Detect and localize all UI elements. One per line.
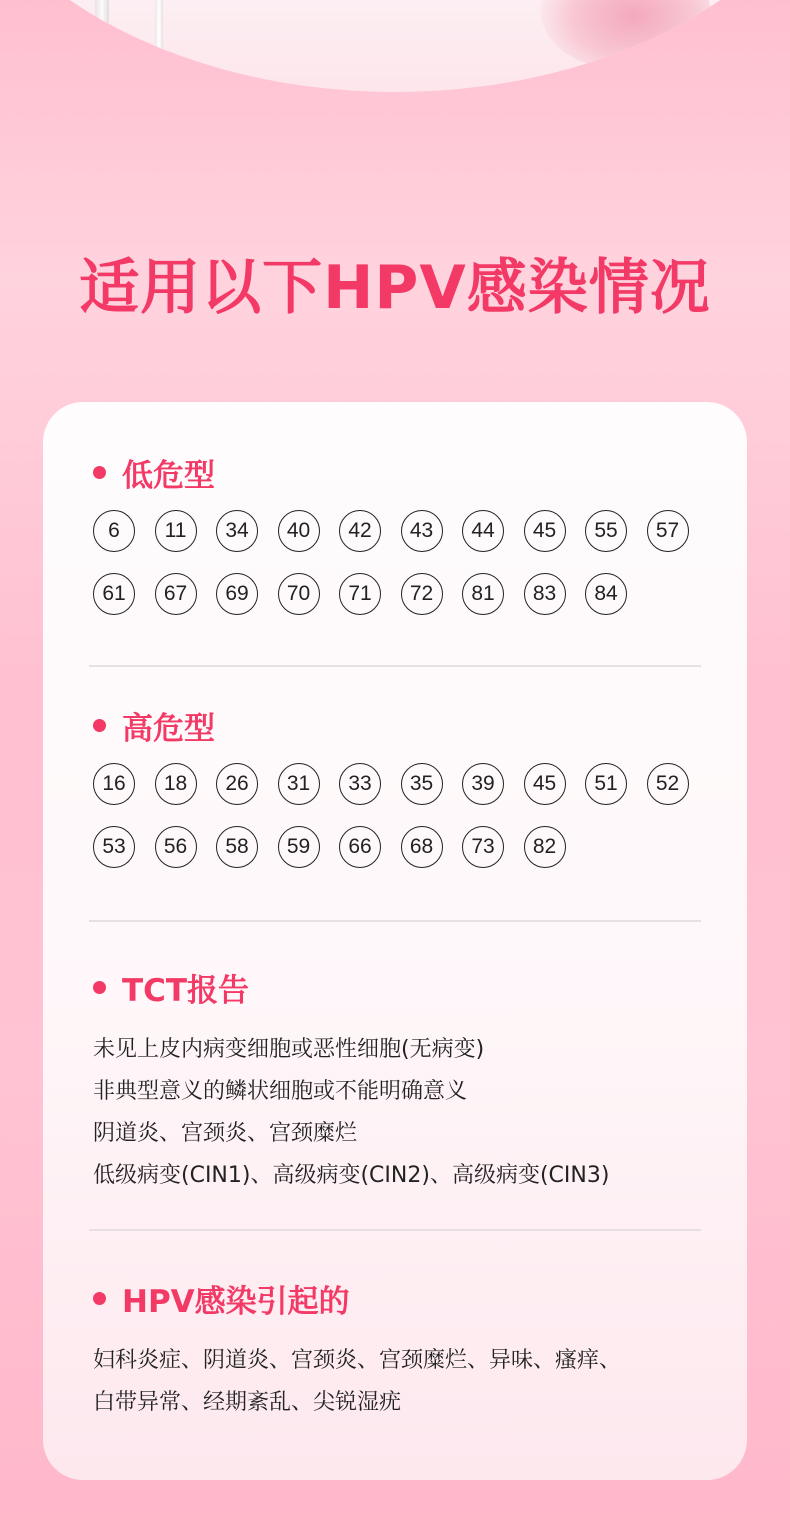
section-hpv-caused — [93, 1278, 703, 1424]
hpv-type-badge: 55 — [585, 510, 627, 552]
hpv-type-badge: 43 — [401, 510, 443, 552]
hpv-type-badge: 58 — [216, 826, 258, 868]
header-photo — [0, 0, 790, 92]
hpv-type-badge: 61 — [93, 573, 135, 615]
hpv-type-badge: 31 — [278, 763, 320, 805]
hpv-type-badge: 83 — [524, 573, 566, 615]
hpv-type-badge: 67 — [155, 573, 197, 615]
section-header — [93, 452, 703, 492]
divider — [89, 665, 701, 667]
hpv-type-badge: 52 — [647, 763, 689, 805]
hpv-type-badge: 35 — [401, 763, 443, 805]
text-line: 阴道炎、宫颈炎、宫颈糜烂 — [93, 1121, 358, 1146]
hpv-type-badge: 56 — [155, 826, 197, 868]
section-title: 高危型 — [122, 710, 215, 747]
hpv-type-badge: 73 — [462, 826, 504, 868]
hpv-type-badge: 71 — [339, 573, 381, 615]
hpv-type-badge: 40 — [278, 510, 320, 552]
hpv-type-badge: 51 — [585, 763, 627, 805]
section-title: HPV感染引起的 — [122, 1283, 350, 1320]
hpv-type-badge: 70 — [278, 573, 320, 615]
text-line: 低级病变(CIN1)、高级病变(CIN2)、高级病变(CIN3) — [93, 1163, 610, 1188]
bullet-dot — [93, 981, 106, 994]
section-header — [93, 705, 703, 745]
section-low-risk — [93, 452, 703, 636]
bullet-dot — [93, 1292, 106, 1305]
hpv-type-badge: 39 — [462, 763, 504, 805]
hpv-type-badge: 16 — [93, 763, 135, 805]
hpv-type-badge: 45 — [524, 763, 566, 805]
hpv-type-badge: 45 — [524, 510, 566, 552]
photo-detail — [95, 0, 109, 92]
hpv-type-badge: 66 — [339, 826, 381, 868]
text-line: 非典型意义的鳞状细胞或不能明确意义 — [93, 1079, 468, 1104]
hpv-type-badge: 34 — [216, 510, 258, 552]
hpv-type-badge: 11 — [155, 510, 197, 552]
type-list — [93, 510, 713, 636]
hpv-type-badge: 81 — [462, 573, 504, 615]
text-line: 妇科炎症、阴道炎、宫颈炎、宫颈糜烂、异味、瘙痒、 — [93, 1348, 622, 1373]
hpv-type-badge: 68 — [401, 826, 443, 868]
hpv-type-badge: 57 — [647, 510, 689, 552]
section-tct — [93, 967, 703, 1197]
hpv-type-badge: 6 — [93, 510, 135, 552]
text-line: 未见上皮内病变细胞或恶性细胞(无病变) — [93, 1037, 485, 1062]
text-line: 白带异常、经期紊乱、尖锐湿疣 — [93, 1390, 402, 1415]
divider — [89, 1229, 701, 1231]
hpv-type-badge: 44 — [462, 510, 504, 552]
photo-detail — [155, 0, 163, 92]
text-lines — [93, 1029, 703, 1197]
section-high-risk — [93, 705, 703, 889]
info-card — [43, 402, 747, 1480]
hpv-type-badge: 84 — [585, 573, 627, 615]
hpv-type-badge: 33 — [339, 763, 381, 805]
section-header — [93, 1278, 703, 1318]
page-title: 适用以下HPV感染情况 — [79, 253, 711, 323]
hpv-type-badge: 59 — [278, 826, 320, 868]
hpv-type-badge: 26 — [216, 763, 258, 805]
hpv-type-badge: 53 — [93, 826, 135, 868]
hpv-type-badge: 69 — [216, 573, 258, 615]
hpv-type-badge: 18 — [155, 763, 197, 805]
bullet-dot — [93, 466, 106, 479]
photo-detail — [540, 0, 710, 70]
section-header — [93, 967, 703, 1007]
bullet-dot — [93, 719, 106, 732]
hpv-type-badge: 42 — [339, 510, 381, 552]
divider — [89, 920, 701, 922]
section-title: TCT报告 — [122, 972, 250, 1009]
section-title: 低危型 — [122, 457, 215, 494]
hpv-type-badge: 72 — [401, 573, 443, 615]
hpv-type-badge: 82 — [524, 826, 566, 868]
type-list — [93, 763, 713, 889]
text-lines — [93, 1340, 703, 1424]
